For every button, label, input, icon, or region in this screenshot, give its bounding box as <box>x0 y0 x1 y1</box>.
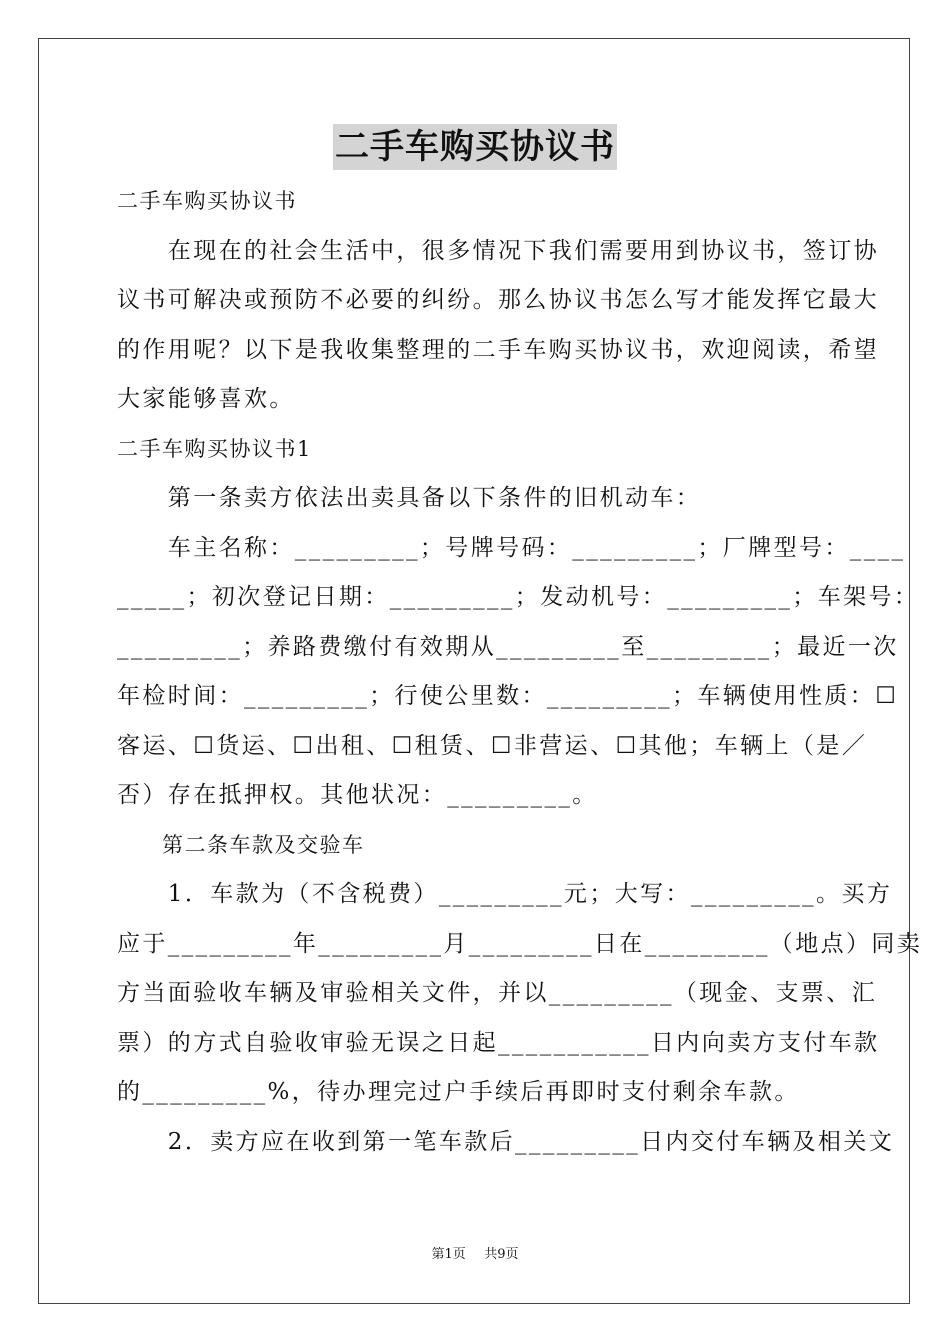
paragraph-line: 在现在的社会生活中，很多情况下我们需要用到协议书，签订协 <box>117 237 879 264</box>
doc-heading: 二手车购买协议书 <box>117 189 297 213</box>
page-total: 共9页 <box>484 1247 519 1262</box>
clause-heading: 第二条车款及交验车 <box>117 832 365 857</box>
clause-line: 车主名称：_________；号牌号码：_________；厂牌型号：____ <box>117 534 906 561</box>
page-number: 第1页 <box>431 1247 466 1262</box>
clause-line: 第一条卖方依法出卖具备以下条件的旧机动车： <box>117 485 702 511</box>
paragraph-line: 议书可解决或预防不必要的纠纷。那么协议书怎么写才能发挥它最大 <box>117 287 879 313</box>
document-title: 二手车购买协议书 <box>333 124 617 170</box>
clause-line: 的_________%，待办理完过户手续后再即时支付剩余车款。 <box>117 1079 800 1105</box>
paragraph-line: 的作用呢？以下是我收集整理的二手车购买协议书，欢迎阅读，希望 <box>117 336 879 363</box>
clause-line: 客运、☐货运、☐出租、☐租赁、☐非营运、☐其他；车辆上（是／ <box>117 732 868 759</box>
clause-line: 方当面验收车辆及审验相关文件，并以_________（现金、支票、汇 <box>117 980 878 1006</box>
clause-line: 1．车款为（不含税费）_________元；大写：_________。买方 <box>117 881 893 907</box>
clause-line: 2．卖方应在收到第一笔车款后_________日内交付车辆及相关文 <box>117 1128 895 1155</box>
clause-line: 否）存在抵押权。其他状况：_________。 <box>117 782 598 808</box>
document-body <box>117 177 923 1167</box>
paragraph-line: 大家能够喜欢。 <box>117 386 295 412</box>
clause-line: _________；养路费缴付有效期从_________至_________；最近一次 <box>117 633 899 660</box>
clause-line: 年检时间：_________；行使公里数：_________；车辆使用性质：☐ <box>117 683 899 709</box>
clause-line: 票）的方式自验收审验无误之日起___________日内向卖方支付车款 <box>117 1029 880 1056</box>
page-footer <box>0 1245 950 1265</box>
title-container <box>0 124 950 170</box>
section-heading: 二手车购买协议书1 <box>117 436 312 461</box>
clause-line: _____；初次登记日期：_________；发动机号：_________；车架号： <box>117 584 920 610</box>
clause-line: 应于_________年_________月_________日在_________（地点）同卖 <box>117 930 923 957</box>
